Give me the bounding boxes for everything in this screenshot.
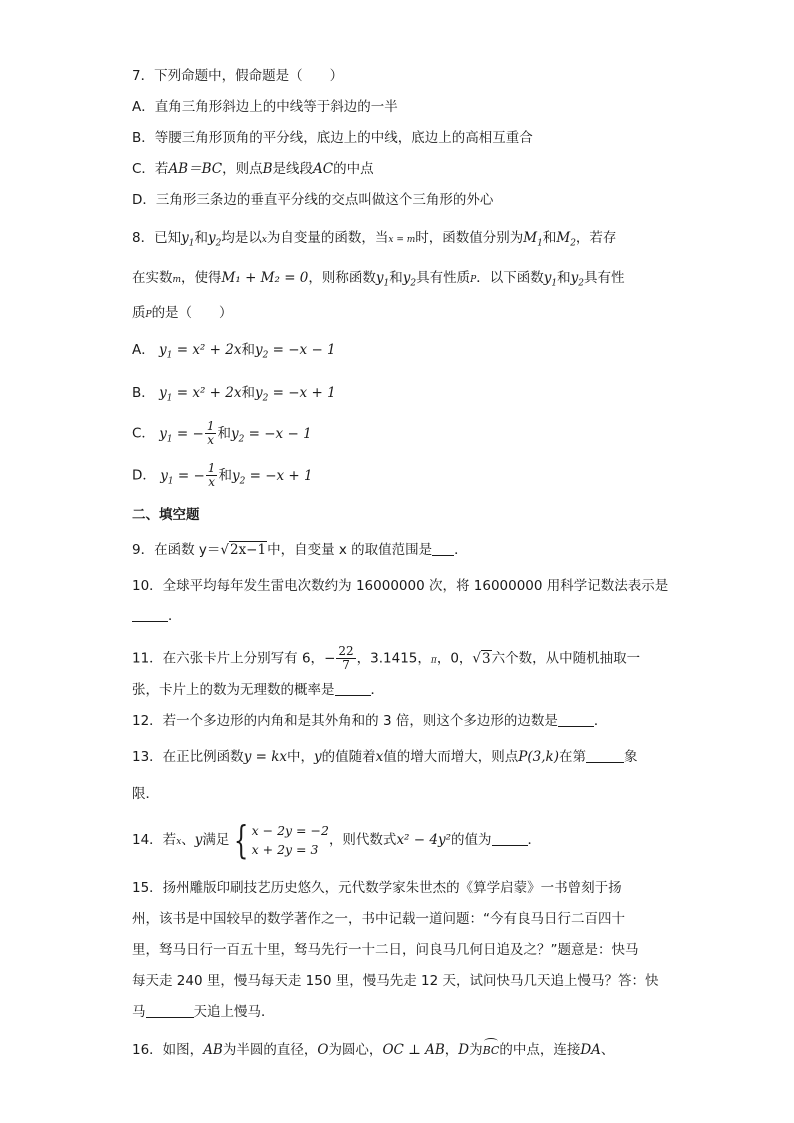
q7-c-mid2: 是线段: [272, 161, 314, 177]
q16-pre: 16．如图，: [132, 1042, 204, 1058]
q8-d-y2: $y_2 = -x + 1$: [231, 467, 313, 487]
q13-line-1: [132, 747, 637, 767]
q9-pre: 9．在函数 y＝: [132, 542, 221, 558]
q13-mid: 中，: [287, 749, 315, 765]
q12-text: 12．若一个多边形的内角和是其外角和的 3 倍，则这个多边形的边数是: [132, 713, 558, 729]
q7-option-c: [132, 159, 374, 179]
q8-xm: x = m: [388, 235, 416, 245]
q14-expr: x² − 4y²: [396, 832, 451, 848]
q8-c-y1: $y_1$ = −: [159, 425, 204, 445]
q15-l5-pre: 马: [132, 1004, 146, 1020]
q10: 10．全球平均每年发生雷电次数约为 16000000 次，将 16000000 用科学记数法表示是: [132, 578, 669, 594]
q14-x: x: [176, 837, 182, 847]
q8-b-y1: $y_1 = x^2 + 2x$: [159, 385, 242, 404]
q14-post2: 的值为: [451, 832, 492, 848]
q15-line-3: 里，驽马日行一百五十里，驽马先行一十二日，问良马几何日追及之？”题意是：快马: [132, 942, 639, 958]
q11-sqrt: √3: [472, 650, 491, 667]
q7-c-b: B: [262, 161, 273, 177]
q14-sep: 、: [181, 832, 195, 848]
q8-b-label: B．: [132, 385, 155, 401]
q7-option-b: B．等腰三角形顶角的平分线，底边上的中线，底边上的高相互重合: [132, 130, 533, 146]
q7-c-ac: AC: [313, 161, 334, 177]
q8-line-3: [132, 303, 233, 325]
q11-post: 六个数，从中随机抽取一: [491, 650, 641, 667]
q8-text: 和: [218, 467, 232, 484]
q8-p: P: [470, 275, 477, 285]
q8-y1: $y_1$: [181, 230, 195, 249]
q12: [132, 711, 607, 731]
q16-mid3: ，: [444, 1042, 459, 1058]
q15-line-1: 15．扬州雕版印刷技艺历史悠久，元代数学家朱世杰的《算学启蒙》一书曾刻于扬: [132, 880, 622, 896]
q8-text: ，则称函数: [308, 270, 376, 286]
q11-mid: ，3.1415，: [356, 650, 431, 667]
q14-pre: 14．若: [132, 832, 177, 848]
q8-y1: $y_1$: [543, 270, 558, 289]
q16-perp: OC ⊥ AB: [382, 1042, 445, 1058]
q10-answer-line: [132, 606, 182, 626]
q8-p: P: [145, 310, 152, 320]
q9-post: 中，自变量 x 的取值范围是: [267, 542, 433, 558]
q7-c-eq: AB＝BC: [168, 161, 223, 177]
q13-post: 象: [623, 749, 638, 765]
q8-text: ，使得: [181, 270, 222, 286]
q13-mid3: 值的增大而增大，则点: [383, 749, 519, 765]
q11-frac: $\frac{22}{7}$: [338, 644, 354, 672]
q10-answer-blank[interactable]: [132, 607, 168, 622]
q16-mid2: 为圆心，: [328, 1042, 383, 1058]
q14-end: ．: [527, 832, 541, 848]
q13-mid4: 在第: [558, 749, 586, 765]
q8-line-2: [132, 268, 624, 290]
q8-y2: $y_2$: [207, 230, 222, 249]
q11-pi: π: [430, 655, 437, 666]
q8-x: x: [261, 235, 267, 245]
q15-line-5: [132, 1002, 275, 1022]
q16-end: 、: [600, 1042, 615, 1058]
q8-y1: $y_1$: [375, 270, 390, 289]
q8-text: 时，函数值分别为: [415, 230, 524, 246]
q8-a-label: A．: [132, 342, 155, 358]
q11-answer-blank[interactable]: [335, 681, 371, 696]
q12-end: ．: [593, 713, 608, 729]
q8-line-1: [132, 228, 616, 250]
q16-da: DA: [580, 1042, 601, 1058]
q16-d: D: [458, 1042, 470, 1058]
q16: [132, 1040, 614, 1061]
q16-mid4: 为: [469, 1042, 483, 1058]
q13-f: y = kx: [243, 749, 288, 765]
q9-end: ．: [454, 542, 468, 558]
q9-sqrt: √2x−1: [220, 542, 267, 558]
q8-c-y2: $y_2 = -x - 1$: [230, 425, 312, 445]
q8-y2: $y_2$: [570, 270, 584, 289]
q8-option-b: [132, 383, 336, 403]
q11-l2: 张，卡片上的数为无理数的概率是: [132, 682, 335, 698]
q8-text: ．以下函数: [476, 270, 544, 286]
q7-option-a: A．直角三角形斜边上的中线等于斜边的一半: [132, 99, 398, 115]
q12-answer-blank[interactable]: [558, 712, 594, 727]
q14-eq1: x − 2y = −2: [251, 823, 329, 838]
q11-pre: 11．在六张卡片上分别写有 6，: [132, 650, 325, 667]
q7-c-pre: C．若: [132, 161, 169, 177]
q8-b-y2: $y_2 = -x + 1$: [254, 385, 336, 404]
q8-d-frac: $\frac{1}{x}$: [207, 461, 216, 489]
q8-text: 具有性质: [416, 270, 471, 286]
section-heading: 二、填空题: [132, 507, 200, 523]
q8-text: 为自变量的函数，当: [266, 230, 389, 246]
q7-c-post: 的中点: [333, 161, 374, 177]
q16-post: 的中点，连接: [499, 1042, 581, 1058]
q8-text: 和: [389, 270, 403, 286]
q8-y2: $y_2$: [402, 270, 417, 289]
q15-line-4: 每天走 240 里，慢马每天走 150 里，慢马先走 12 天，试问快马几天追上慢马？答：快: [132, 973, 659, 989]
q8-text: 和: [217, 425, 231, 442]
q15-line-2: 州，该书是中国较早的数学著作之一，书中记载一道问题：“今有良马日行二百四十: [132, 911, 625, 927]
q16-o: O: [317, 1042, 329, 1058]
q8-m: m: [172, 275, 182, 285]
q13-x: x: [375, 749, 384, 765]
q13-pre: 13．在正比例函数: [132, 749, 244, 765]
q8-a-y2: $y_2 = -x - 1$: [254, 342, 336, 361]
q14-answer-blank[interactable]: [492, 831, 528, 846]
q8-text: ，若存: [575, 230, 617, 246]
q10-end: ．: [168, 608, 182, 624]
q13-mid2: 的值随着: [321, 749, 376, 765]
q13-answer-blank[interactable]: [586, 748, 624, 763]
q8-option-c: [132, 420, 312, 447]
q13-y: y: [314, 749, 322, 765]
q8-option-d: [132, 462, 313, 489]
q8-d-label: D．: [132, 467, 156, 484]
q8-text: 具有性: [583, 270, 625, 286]
q8-c-frac: $\frac{1}{x}$: [206, 419, 215, 447]
q7-stem: 7．下列命题中，假命题是（ ）: [132, 68, 344, 84]
q14-mid: 满足: [202, 832, 230, 848]
q11-neg: −: [324, 650, 336, 667]
q8-text: 和: [241, 342, 255, 358]
q9-answer-blank[interactable]: [432, 541, 454, 556]
q8-text: 8．已知: [132, 230, 182, 246]
q8-m2: $M_2$: [556, 230, 576, 249]
q8-text: 质: [132, 305, 146, 321]
q8-text: 和: [557, 270, 571, 286]
q15-l5-post: 天追上慢马．: [193, 1004, 275, 1020]
q8-text: 和: [194, 230, 208, 246]
q8-text: 在实数: [132, 270, 173, 286]
q15-answer-blank[interactable]: [146, 1003, 194, 1018]
q14-post: ，则代数式: [328, 832, 397, 848]
q8-c-label: C．: [132, 425, 155, 442]
q8-text: 和: [542, 230, 557, 246]
q11-end: ．: [370, 682, 384, 698]
q16-mid: 为半圆的直径，: [222, 1042, 318, 1058]
q8-text: 和: [241, 385, 255, 401]
q9: [132, 540, 468, 560]
q11-line-1: [132, 645, 640, 672]
q14-system: { x − 2y = −2 x + 2y = 3: [234, 818, 329, 862]
q11-line-2: [132, 680, 384, 700]
q11-mid2: ，0，: [436, 650, 473, 667]
q8-text: 的是（ ）: [151, 305, 233, 321]
q14-y: y: [194, 832, 203, 848]
q8-eq: M₁ + M₂ = 0: [221, 270, 309, 286]
q8-text: 均是以: [221, 230, 262, 246]
q8-option-a: [132, 340, 336, 360]
q16-arc-bc: BC: [483, 1041, 500, 1061]
q13-line-2: 限．: [132, 786, 159, 802]
q16-ab: AB: [203, 1042, 223, 1058]
q14: [132, 820, 541, 862]
q8-d-y1: $y_1$ = −: [160, 467, 205, 487]
q8-a-y1: $y_1 = x^2 + 2x$: [159, 342, 242, 361]
q7-c-mid: ，则点: [222, 161, 263, 177]
q8-m1: $M_1$: [523, 230, 543, 249]
q14-eq2: x + 2y = 3: [251, 842, 319, 857]
q13-point: P(3,k): [518, 749, 559, 765]
q7-option-d: D．三角形三条边的垂直平分线的交点叫做这个三角形的外心: [132, 192, 494, 208]
